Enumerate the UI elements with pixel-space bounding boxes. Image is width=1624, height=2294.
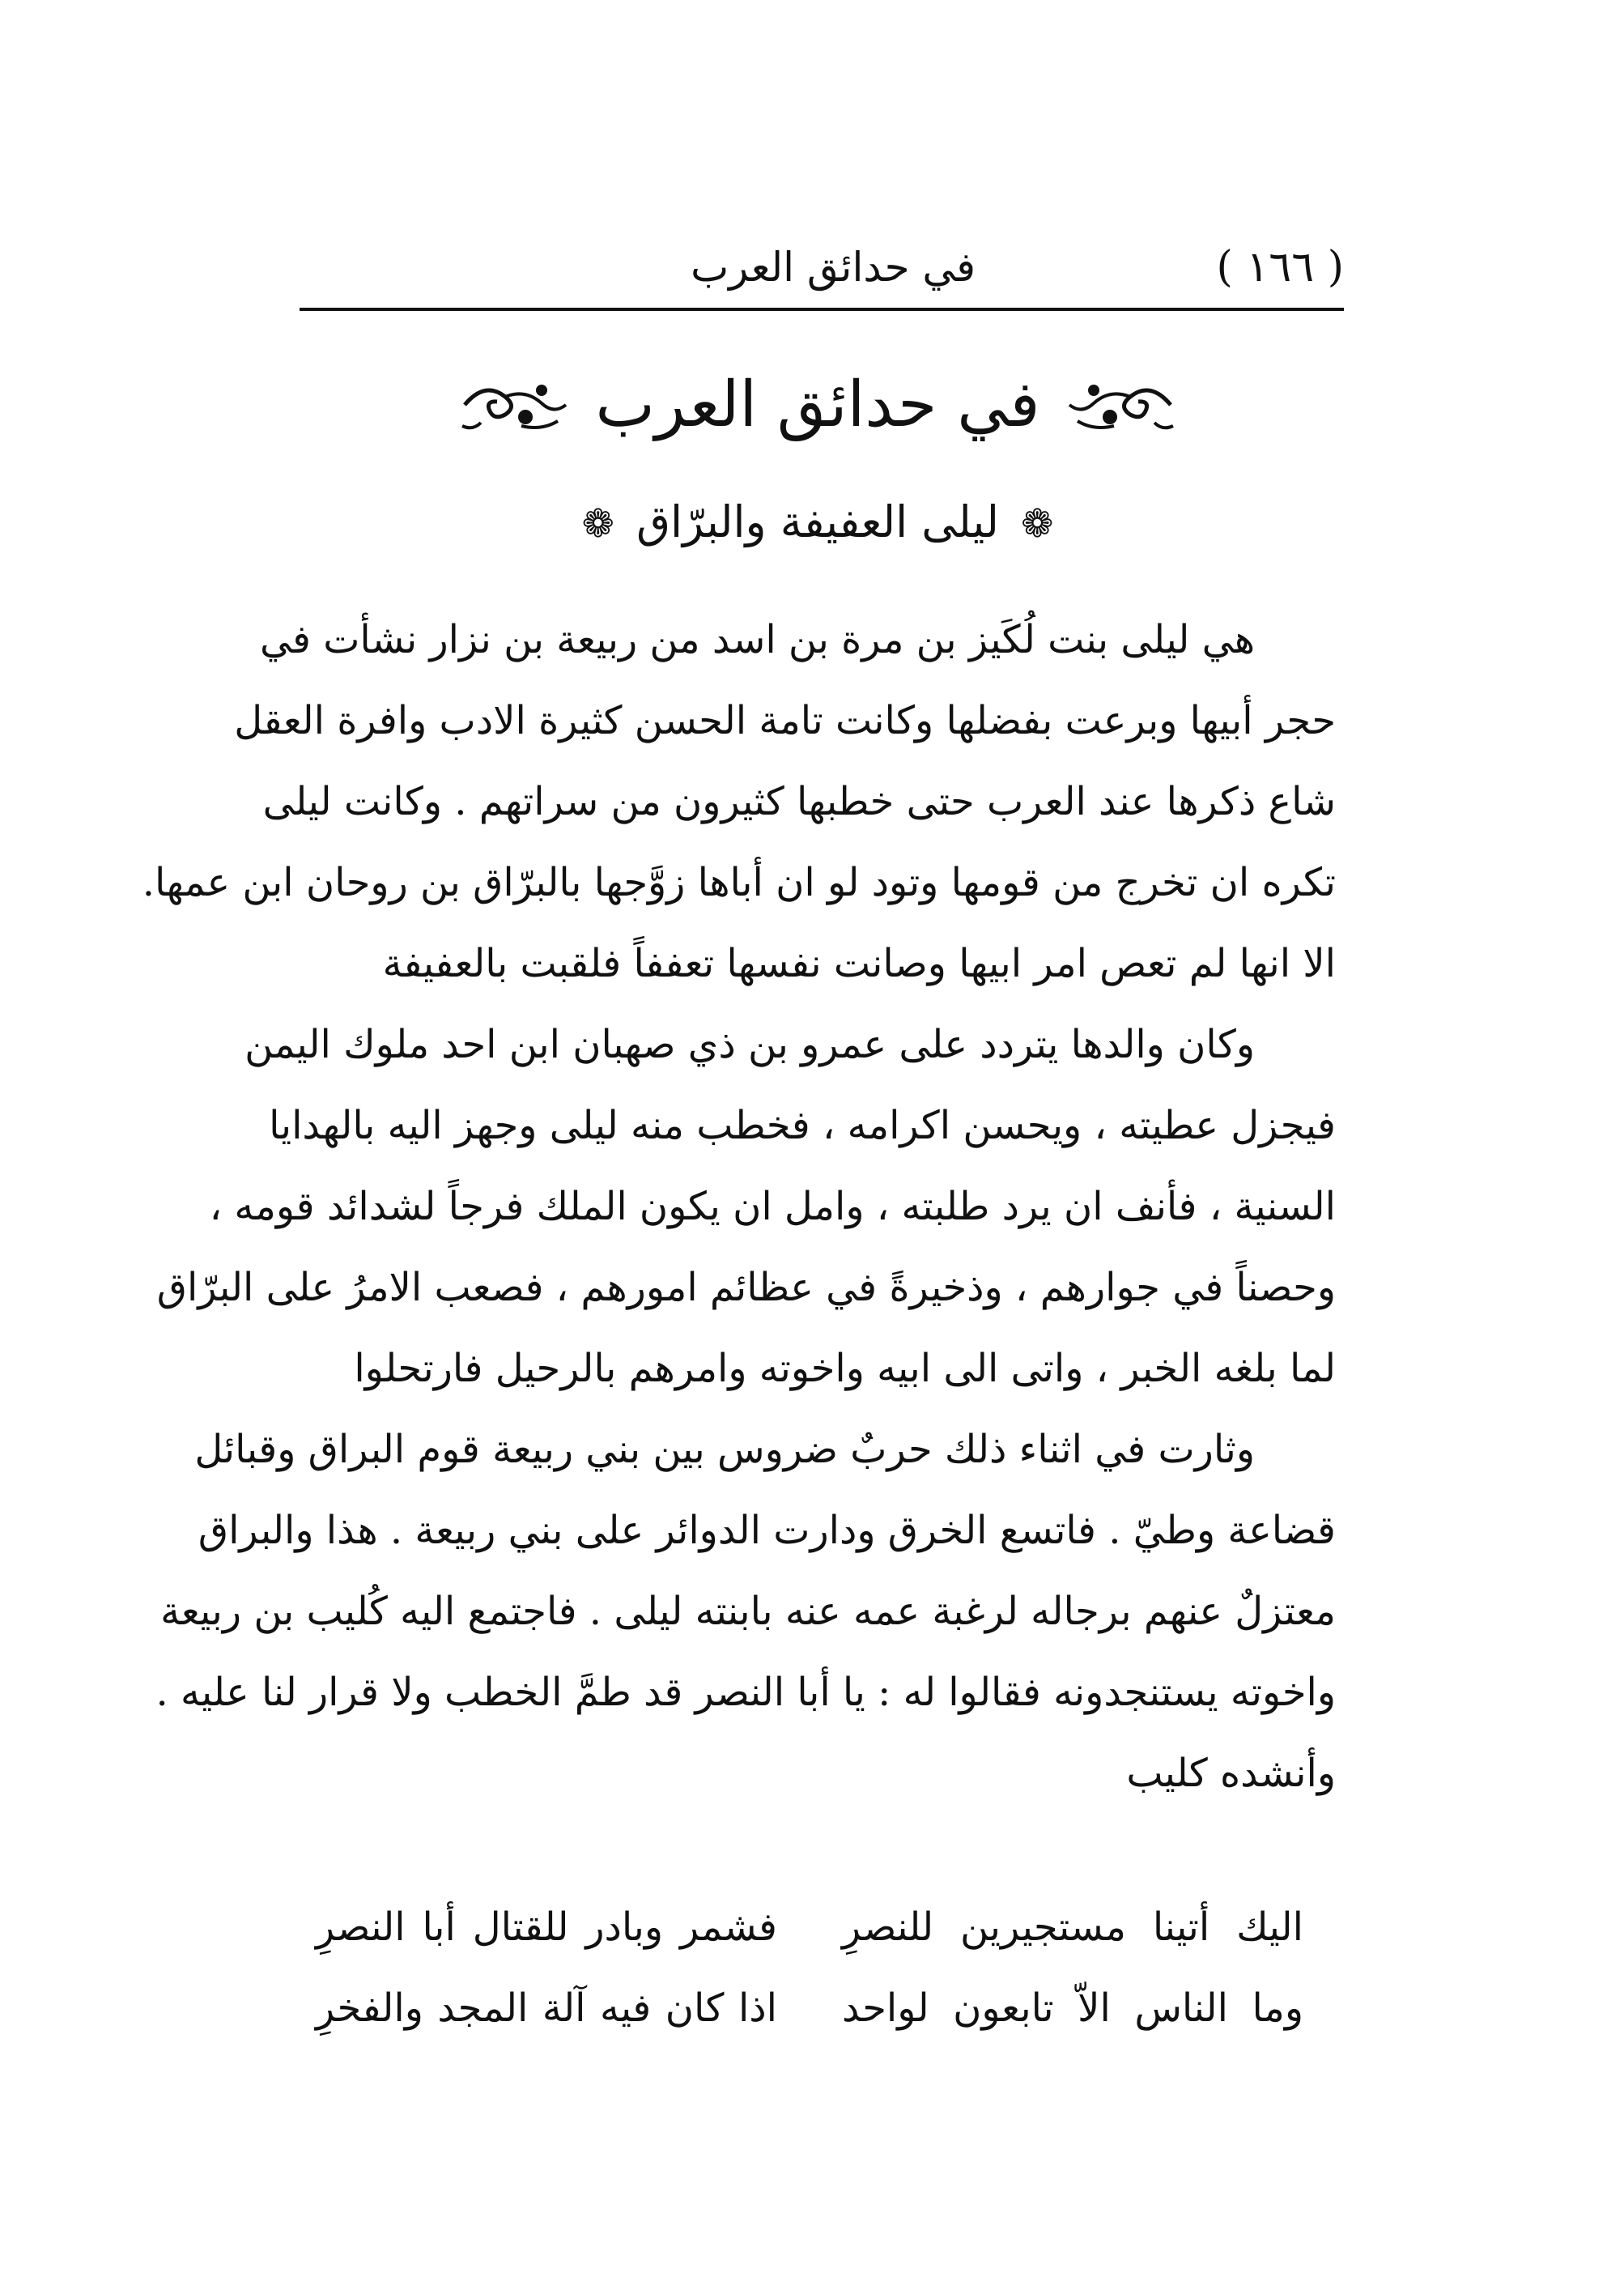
ornament-bracket-left-icon: ❁ <box>581 501 614 547</box>
body-line: هي ليلى بنت لُكَيز بن مرة بن اسد من ربيعة بن نزار نشأت في <box>259 617 1255 662</box>
section-heading <box>461 486 1174 559</box>
body-line: لما بلغه الخبر ، واتى الى ابيه واخوته وامرهم بالرحيل فارتحلوا <box>354 1346 1336 1391</box>
body-line: فيجزل عطيته ، ويحسن اكرامه ، فخطب منه ليلى وجهز اليه بالهدايا <box>269 1103 1336 1148</box>
body-line: وأنشده كليب <box>1126 1751 1336 1796</box>
poem-hemistich-first: اليك أتينا مستجيرين للنصرِ <box>842 1905 1303 1950</box>
poem-hemistich-second: فشمر وبادر للقتال أبا النصرِ <box>316 1905 777 1950</box>
header-rule <box>300 308 1344 311</box>
section-heading-text: ليلى العفيفة والبرّاق <box>636 496 999 547</box>
ornament-bracket-right-icon: ❁ <box>1021 501 1054 547</box>
running-header <box>300 231 1344 304</box>
body-line: الا انها لم تعص امر ابيها وصانت نفسها تعففاً فلقبت بالعفيفة <box>382 941 1336 986</box>
running-title: في حدائق العرب <box>691 244 976 291</box>
poem-verse <box>308 1887 1336 1968</box>
body-line: وثارت في اثناء ذلك حربٌ ضروس بين بني ربيعة قوم البراق وقبائل <box>194 1427 1255 1472</box>
floral-ornament-left-icon <box>461 372 574 437</box>
body-line: حجر أبيها وبرعت بفضلها وكانت تامة الحسن كثيرة الادب وافرة العقل <box>234 698 1336 743</box>
chapter-title-text: في حدائق العرب <box>595 368 1040 441</box>
body-line: تكره ان تخرج من قومها وتود لو ان أباها زوَّجها بالبرّاق بن روحان ابن عمها. <box>142 860 1336 905</box>
page-number: ( ١٦٦ ) <box>1216 243 1344 292</box>
chapter-title <box>461 344 1174 466</box>
body-line: وكان والدها يتردد على عمرو بن ذي صهبان ابن احد ملوك اليمن <box>244 1022 1255 1067</box>
body-line: قضاعة وطيّ . فاتسع الخرق ودارت الدوائر على بني ربيعة . هذا والبراق <box>198 1508 1336 1553</box>
poem-verse <box>308 1968 1336 2049</box>
body-line: واخوته يستنجدونه فقالوا له : يا أبا النصر قد طمَّ الخطب ولا قرار لنا عليه . <box>155 1670 1336 1715</box>
body-line: شاع ذكرها عند العرب حتى خطبها كثيرون من سراتهم . وكانت ليلى <box>262 779 1336 824</box>
body-line: وحصناً في جوارهم ، وذخيرةً في عظائم امورهم ، فصعب الامرُ على البرّاق <box>156 1265 1336 1310</box>
body-line: معتزلٌ عنهم برجاله لرغبة عمه عنه بابنته ليلى . فاجتمع اليه كُليب بن ربيعة <box>160 1589 1336 1634</box>
poem-hemistich-first: وما الناس الاّ تابعون لواحد <box>842 1985 1303 2031</box>
floral-ornament-right-icon <box>1061 372 1175 437</box>
poem-hemistich-second: اذا كان فيه آلة المجد والفخرِ <box>316 1985 777 2031</box>
body-line: السنية ، فأنف ان يرد طلبته ، وامل ان يكون الملك فرجاً لشدائد قومه ، <box>209 1184 1336 1229</box>
